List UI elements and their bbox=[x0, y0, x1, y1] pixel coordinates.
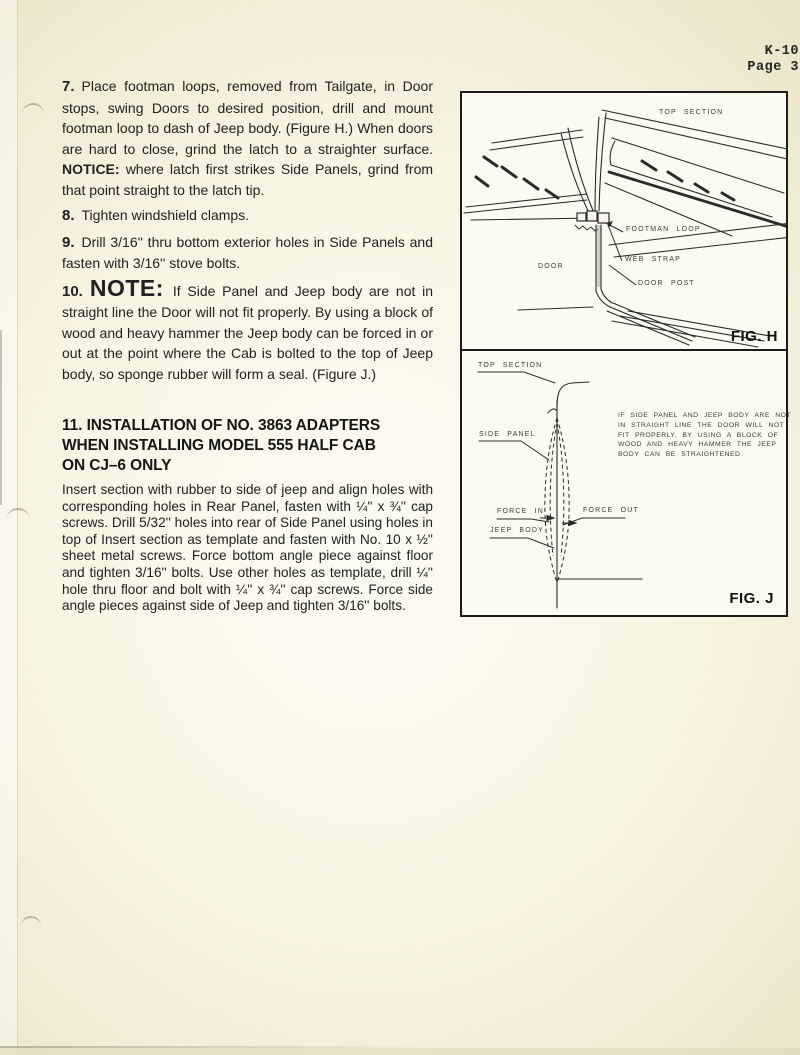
section-11-body: Insert section with rubber to side of jeep and align holes with corresponding holes in Rear Panel, fasten with ¼'' x ¾'' cap screws. Drill 5/32'' holes into rear of Side Panel using holes in top of Insert section as template and fasten with No. 10 x ½'' sheet metal screws. Force bottom angle piece against floor and tighten 3/16'' bolts. Use other holes as template, drill ¼'' hole thru floor and bolt with ¼'' x ¾'' cap screws. Force side angle pieces against side of Jeep and tighten 3/16'' bolts. bbox=[62, 482, 433, 614]
item-text: Place footman loops, removed from Tailgate, in Door stops, swing Doors to desired position, drill and mount footman loop to dash of Jeep body. (Figure H.) When doors are hard to close, grind the latch to a straighter surface. bbox=[62, 78, 433, 157]
fig-j-label-force-out: FORCE OUT bbox=[583, 507, 640, 514]
page-header bbox=[747, 44, 799, 75]
note-line: BODY CAN BE STRAIGHTENED bbox=[618, 451, 741, 459]
page-left-edge bbox=[0, 0, 18, 1055]
fig-h-label-top-section: TOP SECTION bbox=[659, 109, 724, 116]
notice-label: NOTICE: bbox=[62, 161, 120, 177]
page-number: Page 3 bbox=[747, 59, 799, 75]
item-text: Drill 3/16'' thru bottom exterior holes in Side Panels and fasten with 3/16'' stove bolts. bbox=[62, 233, 433, 271]
figure-j bbox=[462, 351, 792, 615]
page-bottom-edge bbox=[0, 1048, 800, 1055]
fig-j-label-top-section: TOP SECTION bbox=[478, 362, 543, 369]
fig-h-label-web-strap: WEB STRAP bbox=[625, 256, 682, 263]
figure-h bbox=[462, 93, 786, 351]
fig-h-label-door: DOOR bbox=[538, 263, 564, 270]
figure-panel bbox=[460, 91, 792, 617]
item-number: 8. bbox=[62, 207, 75, 224]
fig-j-note bbox=[618, 411, 791, 460]
heading-line: WHEN INSTALLING MODEL 555 HALF CAB bbox=[62, 437, 376, 454]
note-line: FIT PROPERLY. BY USING A BLOCK OF bbox=[618, 431, 779, 439]
hole-punch-top bbox=[22, 103, 44, 114]
fig-h-drawing bbox=[462, 93, 786, 349]
note-line: IN STRAIGHT LINE THE DOOR WILL NOT bbox=[618, 421, 785, 429]
item-text: If Side Panel and Jeep body are not in straight line the Door will not fit properly. By using a block of wood and heavy hammer the Jeep body can be forced in or out at the point where the Cab is bolted to the top of Jeep body, so sponge rubber will form a seal. (Figure J.) bbox=[62, 282, 433, 382]
note-line: IF SIDE PANEL AND JEEP BODY ARE NOT bbox=[618, 412, 792, 419]
fig-j-label-side-panel: SIDE PANEL bbox=[479, 431, 536, 438]
instruction-7 bbox=[62, 76, 433, 200]
fig-h-caption: FIG. H bbox=[730, 328, 778, 345]
instruction-column bbox=[62, 76, 433, 615]
fig-j-drawing bbox=[462, 351, 786, 615]
hole-punch-middle bbox=[6, 508, 30, 520]
section-11-heading bbox=[62, 416, 433, 476]
item-number: 9. bbox=[62, 233, 75, 251]
heading-line: ON CJ–6 ONLY bbox=[62, 457, 172, 474]
item-number: 10. bbox=[62, 282, 83, 300]
fig-j-label-force-in: FORCE IN bbox=[497, 508, 545, 515]
instruction-9 bbox=[62, 232, 433, 274]
hole-punch-bottom bbox=[21, 916, 41, 926]
note-line: WOOD AND HEAVY HAMMER THE JEEP bbox=[618, 441, 777, 449]
instruction-10 bbox=[62, 274, 433, 385]
item-text: Tighten windshield clamps. bbox=[81, 207, 250, 223]
scan-edge-mark bbox=[0, 330, 2, 505]
fig-j-label-jeep-body: JEEP BODY bbox=[490, 527, 544, 534]
heading-line: 11. INSTALLATION OF NO. 3863 ADAPTERS bbox=[62, 417, 381, 434]
fig-j-caption: FIG. J bbox=[729, 590, 774, 607]
note-label: NOTE: bbox=[89, 274, 164, 301]
item-text: where latch first strikes Side Panels, grind from that point straight to the latch tip. bbox=[62, 161, 434, 198]
instruction-8 bbox=[62, 205, 433, 227]
fig-h-label-door-post: DOOR POST bbox=[638, 280, 695, 287]
document-code: K-10 bbox=[764, 44, 799, 59]
item-number: 7. bbox=[62, 78, 75, 95]
fig-h-label-footman-loop: FOOTMAN LOOP bbox=[626, 226, 701, 233]
